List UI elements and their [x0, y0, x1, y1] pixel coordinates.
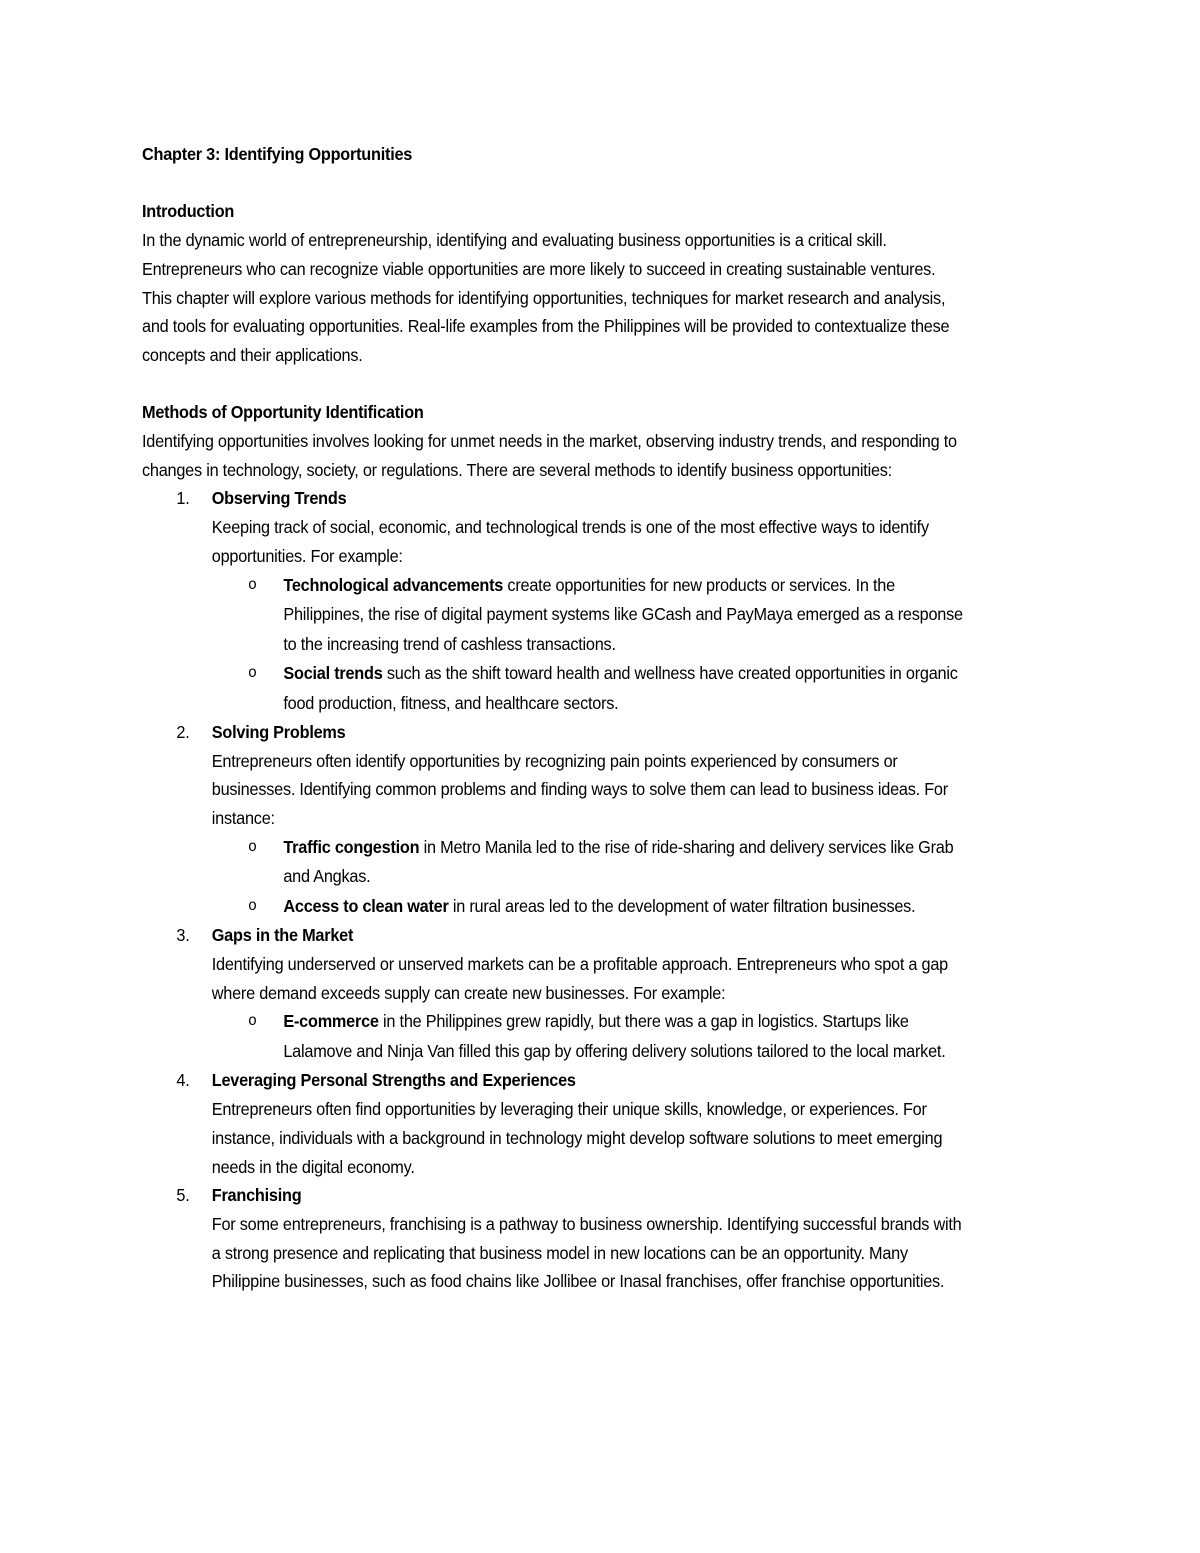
- list-item-line: Entrepreneurs often find opportunities by leveraging their unique skills, knowledge, or experiences. For: [211, 1099, 927, 1120]
- document-body: [142, 140, 1058, 1296]
- introduction-paragraph: [142, 226, 1058, 370]
- list-number: 4.: [176, 1070, 190, 1091]
- list-item-observing-trends: [142, 484, 1058, 570]
- sub-item-text: in Metro Manila led to the rise of ride-sharing and delivery services like Grab: [419, 836, 954, 857]
- methods-line: changes in technology, society, or regulations. There are several methods to identify business opportunities:: [142, 459, 892, 480]
- list-item-line: Entrepreneurs often identify opportunities by recognizing pain points experienced by consumers or: [211, 750, 898, 771]
- methods-heading: Methods of Opportunity Identification: [142, 402, 424, 423]
- list-item-title: Franchising: [211, 1185, 302, 1206]
- introduction-line: In the dynamic world of entrepreneurship, identifying and evaluating business opportunities is a critical skill.: [142, 230, 887, 251]
- sub-item-technological-advancements: [142, 571, 1058, 660]
- chapter-title: Chapter 3: Identifying Opportunities: [142, 144, 413, 164]
- methods-line: Identifying opportunities involves looking for unmet needs in the market, observing industry trends, and responding to: [142, 431, 957, 451]
- list-number: 3.: [176, 925, 190, 946]
- list-item-title: Solving Problems: [211, 722, 346, 743]
- list-item-title: Gaps in the Market: [211, 925, 354, 946]
- list-item-line: Keeping track of social, economic, and technological trends is one of the most effective ways to identify: [211, 517, 929, 538]
- list-number: 2.: [176, 722, 190, 743]
- sub-item-term: Technological advancements: [283, 574, 504, 595]
- sub-item-term: Access to clean water: [283, 895, 449, 916]
- list-item-title: Observing Trends: [211, 488, 347, 509]
- sub-item-term: Social trends: [283, 663, 383, 684]
- list-item-gaps-in-the-market: [142, 921, 1058, 1007]
- sub-item-term: Traffic congestion: [283, 836, 420, 857]
- bullet-icon: o: [248, 664, 257, 683]
- bullet-icon: o: [248, 1012, 257, 1031]
- list-item-line: businesses. Identifying common problems and finding ways to solve them can lead to business ideas. For: [211, 779, 948, 800]
- list-number: 1.: [176, 488, 190, 509]
- introduction-line: and tools for evaluating opportunities. Real-life examples from the Philippines will be provided to contextualize these: [142, 316, 950, 337]
- introduction-line: Entrepreneurs who can recognize viable opportunities are more likely to succeed in creating sustainable ventures.: [142, 258, 936, 279]
- introduction-line: This chapter will explore various methods for identifying opportunities, techniques for market research and analysis,: [142, 287, 946, 308]
- sub-item-text: in the Philippines grew rapidly, but there was a gap in logistics. Startups like: [378, 1011, 909, 1032]
- sub-item-e-commerce: [142, 1007, 1058, 1066]
- spacer: [142, 370, 1058, 399]
- list-item-leveraging-personal-strengths: [142, 1066, 1058, 1181]
- introduction-line: concepts and their applications.: [142, 344, 363, 365]
- sub-item-line: Philippines, the rise of digital payment systems like GCash and PayMaya emerged as a response: [283, 604, 963, 625]
- sub-item-traffic-congestion: [142, 833, 1058, 892]
- sub-item-line: and Angkas.: [283, 866, 371, 887]
- list-item-line: Philippine businesses, such as food chains like Jollibee or Inasal franchises, offer franchise opportunities.: [211, 1271, 945, 1292]
- list-item-line: a strong presence and replicating that business model in new locations can be an opportunity. Many: [211, 1242, 908, 1263]
- spacer: [142, 169, 1058, 198]
- sub-item-line: Lalamove and Ninja Van filled this gap by offering delivery solutions tailored to the local market.: [283, 1040, 946, 1061]
- bullet-icon: o: [248, 837, 257, 856]
- introduction-heading: Introduction: [142, 201, 235, 222]
- list-number: 5.: [176, 1185, 190, 1206]
- list-item-line: opportunities. For example:: [211, 545, 403, 566]
- list-item-franchising: [142, 1181, 1058, 1296]
- sub-item-access-to-clean-water: [142, 892, 1058, 922]
- sub-item-line: to the increasing trend of cashless transactions.: [283, 633, 616, 654]
- sub-item-social-trends: [142, 659, 1058, 718]
- list-item-solving-problems: [142, 718, 1058, 833]
- methods-paragraph: [142, 427, 1058, 484]
- list-item-line: where demand exceeds supply can create new businesses. For example:: [211, 982, 726, 1003]
- bullet-icon: o: [248, 896, 257, 915]
- list-item-line: instance, individuals with a background in technology might develop software solutions to meet emerging: [211, 1127, 943, 1148]
- sub-item-line: food production, fitness, and healthcare sectors.: [283, 692, 619, 713]
- list-item-line: instance:: [211, 808, 275, 829]
- sub-item-text: in rural areas led to the development of water filtration businesses.: [448, 895, 916, 916]
- list-item-line: Identifying underserved or unserved markets can be a profitable approach. Entrepreneurs who spot a gap: [211, 954, 949, 975]
- sub-item-term: E-commerce: [283, 1011, 379, 1032]
- list-item-title: Leveraging Personal Strengths and Experiences: [211, 1070, 576, 1091]
- list-item-line: For some entrepreneurs, franchising is a pathway to business ownership. Identifying successful brands with: [211, 1213, 962, 1234]
- list-item-line: needs in the digital economy.: [211, 1156, 415, 1177]
- sub-item-text: create opportunities for new products or services. In the: [503, 574, 895, 595]
- bullet-icon: o: [248, 575, 257, 594]
- sub-item-text: such as the shift toward health and wellness have created opportunities in organic: [382, 663, 958, 684]
